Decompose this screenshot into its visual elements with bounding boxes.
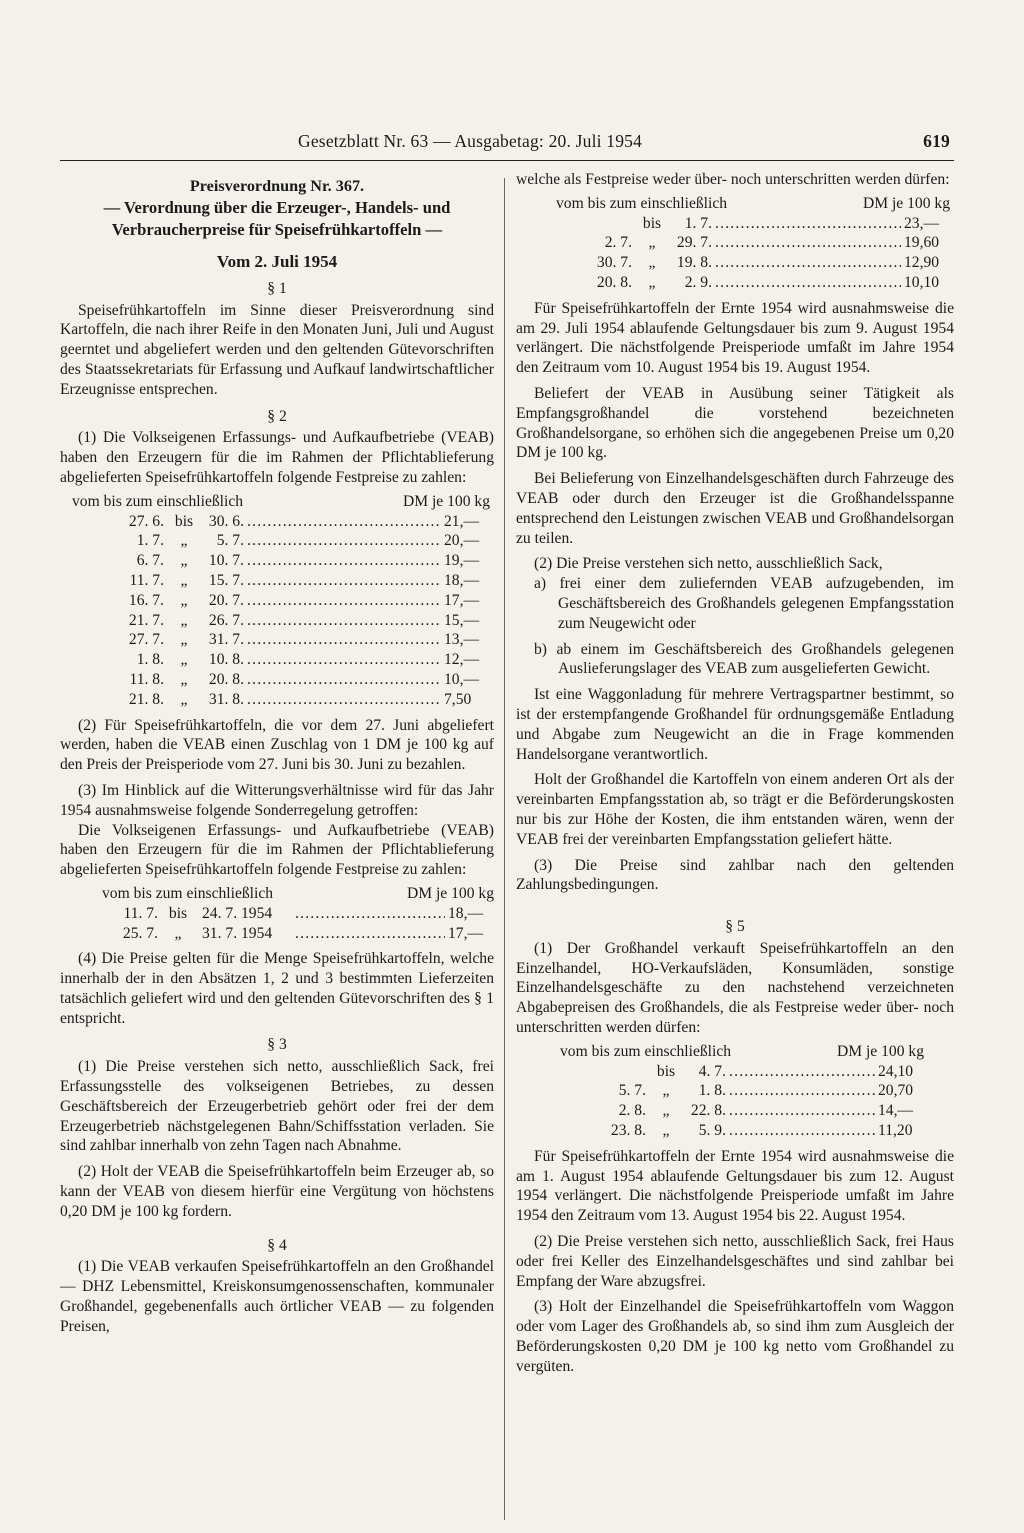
table-row [72,611,490,631]
period-separator: „ [180,571,188,589]
price-table-retail [516,1042,954,1141]
period-to: 31. 8. [208,690,244,708]
section-2-para-3b: Die Volkseigenen Erfassungs- und Aufkaufbetriebe (VEAB) haben den Erzeugern für die im Rahmen der Pflichtablieferung abgelieferten Speisefrühkartoffeln folgende Festpreise zu zahlen: [60,821,494,879]
period-separator: „ [648,254,656,272]
table-row [72,650,490,670]
period-separator: bis [174,512,194,530]
section-3-para-1: (1) Die Preise verstehen sich netto, ausschließlich Sack, frei Erfassungsstelle des volkseigenen Betriebes, zu dessen Geschäftsbereich der Erzeugerbetrieb gehört oder frei der dem Erzeugerbetrieb nächstgelegenen Bahn/Schiffsstation verladen. Sie sind zahlbar innerhalb von zehn Tagen nach Abnahme. [60,1058,494,1155]
period-to: 31. 7. [208,631,244,649]
dot-leader [247,551,441,571]
dot-leader [715,253,901,273]
period-to: 1. 8. [698,1082,726,1100]
section-4-para-3: (3) Die Preise sind zahlbar nach den geltenden Zahlungsbedingungen. [516,856,954,894]
section-4-para-2: (2) Die Preise verstehen sich netto, ausschließlich Sack, [534,555,883,573]
period-to: 1. 7. [684,214,712,232]
price-value: 14,— [878,1102,914,1120]
period-separator: „ [180,631,188,649]
table-header-period: vom bis zum einschließlich [560,1042,732,1060]
period-from: 20. 8. [596,273,632,291]
period-separator: „ [180,651,188,669]
section-5-para-2: (2) Die Preise verstehen sich netto, ausschließlich Sack, frei Haus oder frei Keller des Einzelhandelsgeschäftes und sind zahlbar bei Empfang der Ware abzugsfrei. [516,1233,954,1290]
price-value: 17,— [444,591,480,609]
period-separator: „ [180,591,188,609]
dot-leader [247,512,441,532]
table-header [72,492,490,512]
table-header-price: DM je 100 kg [402,492,490,510]
period-to: 30. 6. [208,512,244,530]
section-4-item-a: a) frei einer dem zuliefernden VEAB aufzugebenden, im Geschäftsbereich des Großhandels gelegenen Empfangsstation zum Neugewicht oder [534,575,954,632]
dot-leader [295,924,445,944]
section-2-para-3: (3) Im Hinblick auf die Witterungsverhältnisse wird für das Jahr 1954 ausnahmsweise folgende Sonderregelung getroffen: [60,781,494,819]
gazette-title: Gesetzblatt Nr. 63 — Ausgabetag: 20. Juli 1954 [298,131,643,151]
table-header-period: vom bis zum einschließlich [102,884,274,902]
period-separator: „ [662,1082,670,1100]
period-from: 21. 7. [128,611,164,629]
section-4-waggon: Ist eine Waggonladung für mehrere Vertragspartner bestimmt, so ist der erstempfangende Großhandel für ordnungsgemäße Entladung und Abgabe zum Neugewicht an die in Frage kommenden Handelsorgane verantwortlich. [516,686,954,763]
section-2-para-1: (1) Die Volkseigenen Erfassungs- und Aufkaufbetriebe (VEAB) haben den Erzeugern für die im Rahmen der Pflichtablieferung abgelieferten Speisefrühkartoffeln folgende Festpreise zu zahlen: [60,429,494,486]
period-separator: bis [656,1062,676,1080]
dot-leader [729,1121,875,1141]
period-to: 10. 8. [208,651,244,669]
table-row [556,273,950,293]
price-table-wholesale [516,194,954,293]
price-value: 21,— [444,512,480,530]
period-separator: bis [168,904,188,922]
dot-leader [247,670,441,690]
period-to: 20. 8. [208,670,244,688]
table-row [102,924,494,944]
period-to: 24. 7. 1954 [202,904,273,922]
dot-leader [729,1081,875,1101]
dot-leader [247,531,441,551]
table-header-period: vom bis zum einschließlich [72,492,244,510]
table-row [102,904,494,924]
section-5-para-3: (3) Holt der Einzelhandel die Speisefrühkartoffeln vom Waggon oder vom Lager des Großhandels ab, so sind ihm zum Ausgleich der Beförderungskosten 0,20 DM je 100 kg netto vom Großhandel zu vergüten. [516,1298,954,1375]
period-from: 11. 7. [123,904,158,922]
price-value: 7,50 [444,690,472,708]
table-header [556,194,950,214]
table-row [72,571,490,591]
period-from: 30. 7. [596,254,632,272]
table-row [560,1101,924,1121]
period-to: 5. 9. [698,1122,726,1140]
period-separator: „ [662,1102,670,1120]
table-header [102,884,494,904]
section-heading-5: § 5 [725,918,745,936]
table-header-price: DM je 100 kg [836,1042,924,1060]
table-row [72,630,490,650]
period-from: 1. 7. [136,532,164,550]
period-to: 26. 7. [208,611,244,629]
period-from: 27. 7. [128,631,164,649]
section-5-ernte: Für Speisefrühkartoffeln der Ernte 1954 wird ausnahmsweise die am 1. August 1954 ablaufende Geltungsdauer bis zum 12. August 1954 verlängert. Die nächstfolgende Preisperiode umfaßt im Jahre 1954 den Zeitraum vom 13. August 1954 bis 22. August 1954. [516,1147,954,1225]
table-header-price: DM je 100 kg [406,884,494,902]
table-row [556,214,950,234]
dot-leader [247,591,441,611]
page-number: 619 [923,131,950,151]
section-2-para-2: (2) Für Speisefrühkartoffeln, die vor dem 27. Juni abgeliefert werden, haben die VEAB einen Zuschlag von 1 DM je 100 kg auf den Preis der Preisperiode vom 27. Juni bis 30. Juni zu bezahlen. [60,716,494,774]
section-heading-3: § 3 [267,1036,287,1054]
price-value: 19,60 [904,234,940,252]
table-header-period: vom bis zum einschließlich [556,194,728,212]
price-table-producer [60,492,494,710]
price-value: 11,20 [878,1122,913,1140]
dot-leader [715,214,901,234]
section-1-text: Speisefrühkartoffeln im Sinne dieser Preisverordnung sind Kartoffeln, die nach ihrer Reife in den Monaten Juni, Juli und August geerntet und abgeliefert werden und den geltenden Gütevorschriften des Staatssekretariats für Erfassung und Aufkauf landwirtschaftlicher Erzeugnisse entsprechen. [60,301,494,398]
price-value: 12,90 [904,254,940,272]
section-4-item-b: b) ab einem im Geschäftsbereich des Großhandels gelegenen Auslieferungslager des VEAB zum ausgelieferten Gewicht. [534,640,954,678]
section-4-belieferung: Bei Belieferung von Einzelhandelsgeschäften durch Fahrzeuge des VEAB oder durch den Erzeuger ist die Großhandelsspanne entsprechend den Leistungen zwischen VEAB und Großhandelsorgan zu teilen. [516,470,954,547]
table-row [72,512,490,532]
period-to: 31. 7. 1954 [202,924,273,942]
price-value: 10,— [444,670,480,688]
section-4-ernte: Für Speisefrühkartoffeln der Ernte 1954 wird ausnahmsweise die am 29. Juli 1954 ablaufende Geltungsdauer bis zum 9. August 1954 verlängert. Die nächstfolgende Preisperiode umfaßt im Jahre 1954 den Zeitraum vom 10. August 1954 bis 19. August 1954. [516,299,954,377]
period-to: 10. 7. [208,552,244,570]
price-table-special [60,884,494,943]
period-from: 25. 7. [122,924,158,942]
table-header-price: DM je 100 kg [862,194,950,212]
period-to: 2. 9. [684,273,712,291]
section-heading-4: § 4 [267,1236,287,1254]
price-value: 18,— [444,571,480,589]
period-separator: „ [648,234,656,252]
period-from: 11. 8. [129,670,164,688]
period-to: 20. 7. [208,591,244,609]
table-row [560,1081,924,1101]
section-5-para-1: (1) Der Großhandel verkauft Speisefrühkartoffeln an den Einzelhandel, HO-Verkaufsläden, Konsumläden, sonstige Einzelhandelsgeschäfte zu den nachstehend verzeichneten Abgabepreisen des Großhandels, die als Festpreise weder über- noch unterschritten werden dürfen: [516,939,954,1037]
period-separator: „ [174,924,182,942]
table-row [72,690,490,710]
dot-leader [729,1101,875,1121]
left-column [60,170,494,1337]
dot-leader [729,1062,875,1082]
dot-leader [295,904,445,924]
period-separator: „ [180,532,188,550]
table-row [556,253,950,273]
price-value: 12,— [444,651,480,669]
period-to: 29. 7. [676,234,712,252]
period-separator: „ [180,552,188,570]
period-separator: „ [662,1122,670,1140]
column-divider [504,178,505,1520]
price-value: 18,— [448,904,484,922]
table-row [556,233,950,253]
period-to: 5. 7. [216,532,244,550]
section-4-continuation: welche als Festpreise weder über- noch unterschritten werden dürfen: [516,171,950,188]
table-row [72,551,490,571]
period-from: 2. 8. [618,1102,646,1120]
section-heading-1: § 1 [267,279,287,297]
period-from: 16. 7. [128,591,164,609]
dot-leader [715,273,901,293]
period-to: 19. 8. [676,254,712,272]
table-row [72,531,490,551]
header-rule [60,160,954,161]
dot-leader [247,630,441,650]
ordinance-date: Vom 2. Juli 1954 [216,252,338,271]
period-from: 23. 8. [610,1122,646,1140]
price-value: 20,— [444,532,480,550]
dot-leader [247,611,441,631]
period-from: 2. 7. [604,234,632,252]
period-to: 15. 7. [208,571,244,589]
period-from: 5. 7. [618,1082,646,1100]
page-header [60,131,954,157]
dot-leader [247,690,441,710]
table-row [72,591,490,611]
price-value: 19,— [444,552,480,570]
period-separator: „ [180,690,188,708]
price-value: 15,— [444,611,480,629]
section-4-holt: Holt der Großhandel die Kartoffeln von einem anderen Ort als der vereinbarten Empfangsstation ab, so trägt er die Beförderungskosten nur bis zur Höhe der Kosten, die ihm entstanden wären, wenn der VEAB frei der vereinbarten Empfangsstation geliefert hätte. [516,771,954,848]
dot-leader [715,233,901,253]
price-value: 20,70 [878,1082,914,1100]
period-from: 21. 8. [128,690,164,708]
period-separator: „ [180,670,188,688]
price-value: 17,— [448,924,484,942]
period-from: 6. 7. [136,552,164,570]
ordinance-number: Preisverordnung Nr. 367. [189,177,365,195]
table-row [560,1062,924,1082]
period-from: 27. 6. [128,512,164,530]
section-3-para-2: (2) Holt der VEAB die Speisefrühkartoffeln beim Erzeuger ab, so kann der VEAB von diesem hierfür eine Vergütung von höchstens 0,20 DM je 100 kg fordern. [60,1163,494,1220]
section-heading-2: § 2 [267,407,287,425]
price-value: 24,10 [878,1062,914,1080]
price-value: 10,10 [904,273,940,291]
right-column [516,170,954,1377]
period-from: 11. 7. [129,571,164,589]
price-value: 23,— [904,214,940,232]
price-value: 13,— [444,631,480,649]
section-4-para-1: (1) Die VEAB verkaufen Speisefrühkartoffeln an den Großhandel — DHZ Lebensmittel, Kreiskonsumgenossenschaften, kommunaler Großhandel, gegebenenfalls auch örtlicher VEAB — zu folgenden Preisen, [60,1258,494,1335]
table-row [72,670,490,690]
period-to: 4. 7. [698,1062,726,1080]
period-separator: „ [180,611,188,629]
period-to: 22. 8. [690,1102,726,1120]
period-separator: bis [642,214,662,232]
section-2-para-4: (4) Die Preise gelten für die Menge Speisefrühkartoffeln, welche innerhalb der in den Absätzen 1, 2 und 3 bestimmten Lieferzeiten tatsächlich geliefert wird und den geltenden Gütevorschriften des § 1 entspricht. [60,950,494,1027]
table-header [560,1042,924,1062]
period-from: 1. 8. [136,651,164,669]
table-row [560,1121,924,1141]
ordinance-title: — Verordnung über die Erzeuger-, Handels- und Verbraucherpreise für Speisefrühkartoffeln — [103,198,451,239]
dot-leader [247,650,441,670]
period-separator: „ [648,273,656,291]
dot-leader [247,571,441,591]
section-4-beliefert: Beliefert der VEAB in Ausübung seiner Tätigkeit als Empfangsgroßhandel die vorstehend bezeichneten Großhandelsorgane, so erhöhen sich die angegebenen Preise um 0,20 DM je 100 kg. [516,384,954,462]
